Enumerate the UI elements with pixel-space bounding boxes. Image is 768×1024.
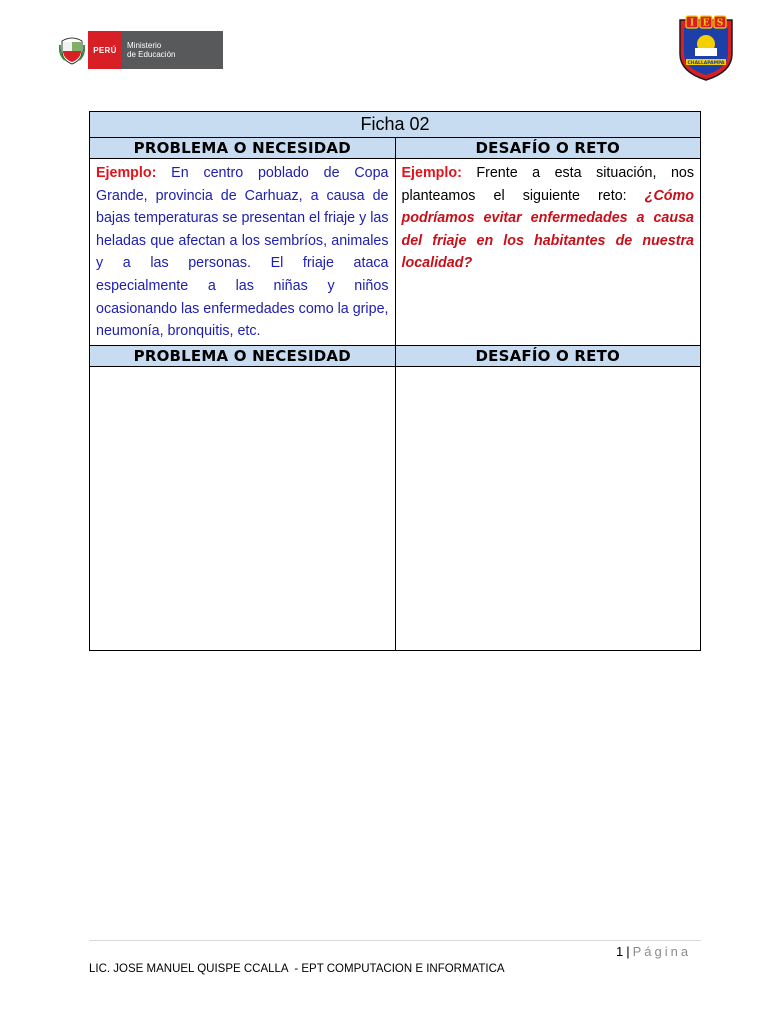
peru-label: PERÚ <box>88 31 122 69</box>
example-challenge-text: Frente a esta situación, nos planteamos el siguiente reto: <box>401 165 694 204</box>
challenge-header: DESAFÍO O RETO <box>395 138 701 159</box>
problem-header-2: PROBLEMA O NECESIDAD <box>90 345 396 366</box>
ministry-line-1: Ministerio <box>127 41 162 50</box>
page-label: Página <box>632 944 692 959</box>
footer-author: LIC. JOSE MANUEL QUISPE CCALLA - EPT COMPUTACION E INFORMATICA <box>89 963 505 975</box>
example-challenge-question: ¿Cómo podríamos evitar enfermedades a causa del friaje en los habitantes de nuestra localidad? <box>401 187 694 272</box>
page-number <box>616 944 691 959</box>
crest-letter-3: S <box>716 18 724 29</box>
ficha-table <box>89 111 701 651</box>
footer-divider <box>89 940 701 941</box>
ministry-line-2: de Educación <box>127 50 176 59</box>
crest-letter-2: E <box>702 18 710 29</box>
example-problem-cell <box>90 159 396 346</box>
crest-banner: CHALLAPAMPA <box>687 60 725 66</box>
problem-header: PROBLEMA O NECESIDAD <box>90 138 396 159</box>
page-number-separator: | <box>626 944 630 959</box>
ministry-logo <box>56 31 223 69</box>
answer-challenge-cell[interactable] <box>395 366 701 650</box>
challenge-header-2: DESAFÍO O RETO <box>395 345 701 366</box>
crest-letter-1: I <box>689 18 695 29</box>
ficha-title: Ficha 02 <box>90 112 701 138</box>
peru-shield-icon <box>56 31 88 69</box>
example-challenge-label: Ejemplo: <box>401 165 462 181</box>
example-challenge-cell <box>395 159 701 346</box>
page-number-value: 1 <box>616 944 624 959</box>
ministry-label <box>122 31 223 69</box>
answer-problem-cell[interactable] <box>90 366 396 650</box>
school-crest-icon <box>676 14 736 82</box>
example-problem-label: Ejemplo: <box>96 165 157 181</box>
example-problem-text: En centro poblado de Copa Grande, provincia de Carhuaz, a causa de bajas temperaturas se presentan el friaje y las heladas que afectan a los sembríos, animales y a las personas. El friaje ataca especialmente a las niñas y niños ocasionando las enfermedades como la gripe, neumonía, bronquitis, etc. <box>96 165 389 340</box>
